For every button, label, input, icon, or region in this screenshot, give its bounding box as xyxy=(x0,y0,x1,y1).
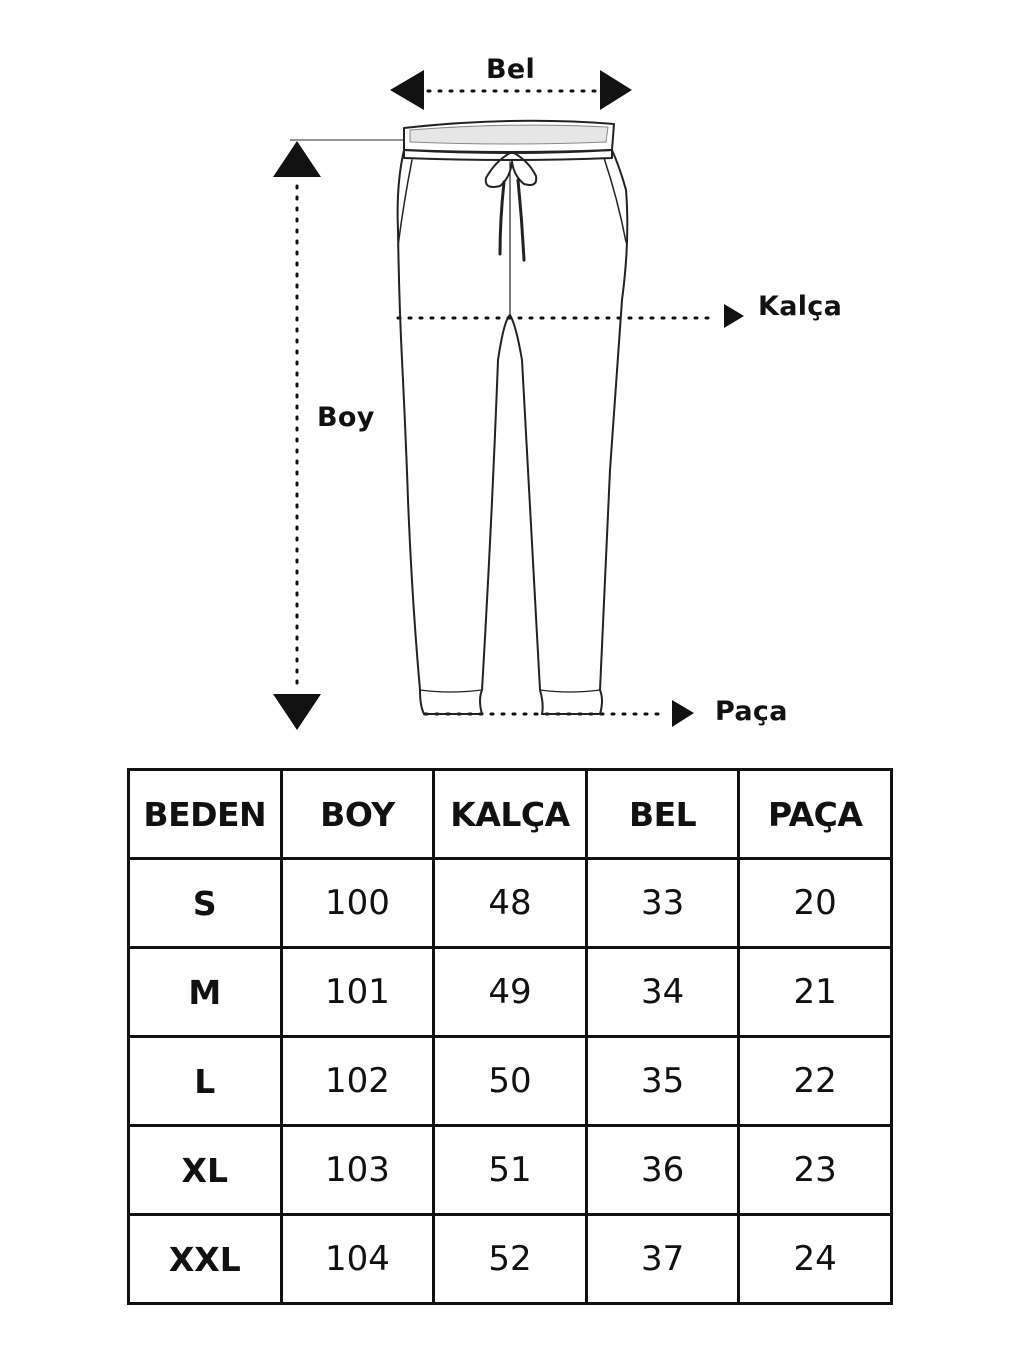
header-boy: BOY xyxy=(281,770,434,859)
cell-boy: 101 xyxy=(281,948,434,1037)
hem-label: Paça xyxy=(715,696,788,727)
cell-size: L xyxy=(129,1037,282,1126)
header-beden: BEDEN xyxy=(129,770,282,859)
table-row xyxy=(129,859,892,948)
cell-boy: 103 xyxy=(281,1126,434,1215)
cell-boy: 100 xyxy=(281,859,434,948)
waist-arrow-left-icon xyxy=(390,70,424,110)
size-table xyxy=(127,768,893,1305)
trousers-drawing xyxy=(398,121,628,714)
cell-bel: 35 xyxy=(586,1037,739,1126)
table-row xyxy=(129,1037,892,1126)
cell-kalca: 49 xyxy=(434,948,587,1037)
cell-kalca: 52 xyxy=(434,1215,587,1304)
cell-kalca: 50 xyxy=(434,1037,587,1126)
cell-size: S xyxy=(129,859,282,948)
cell-paca: 20 xyxy=(739,859,892,948)
cell-boy: 104 xyxy=(281,1215,434,1304)
cell-kalca: 48 xyxy=(434,859,587,948)
hem-arrow-right-icon xyxy=(672,700,694,727)
table-header-row xyxy=(129,770,892,859)
waist-arrow-right-icon xyxy=(600,70,632,110)
table-row xyxy=(129,1215,892,1304)
cell-paca: 23 xyxy=(739,1126,892,1215)
cell-size: M xyxy=(129,948,282,1037)
cell-bel: 33 xyxy=(586,859,739,948)
header-bel: BEL xyxy=(586,770,739,859)
cell-kalca: 51 xyxy=(434,1126,587,1215)
length-label: Boy xyxy=(317,402,375,433)
cell-paca: 22 xyxy=(739,1037,892,1126)
header-paca: PAÇA xyxy=(739,770,892,859)
table-row xyxy=(129,948,892,1037)
hip-arrow-right-icon xyxy=(724,304,744,328)
cell-boy: 102 xyxy=(281,1037,434,1126)
header-kalca: KALÇA xyxy=(434,770,587,859)
length-measure-line xyxy=(273,140,410,730)
cell-paca: 21 xyxy=(739,948,892,1037)
cell-bel: 34 xyxy=(586,948,739,1037)
cell-size: XL xyxy=(129,1126,282,1215)
hip-measure-line xyxy=(398,304,744,328)
length-arrow-down-icon xyxy=(273,694,321,730)
hip-label: Kalça xyxy=(758,291,843,322)
length-arrow-up-icon xyxy=(273,141,321,177)
cell-bel: 37 xyxy=(586,1215,739,1304)
table-row xyxy=(129,1126,892,1215)
cell-bel: 36 xyxy=(586,1126,739,1215)
waist-label: Bel xyxy=(486,54,536,85)
cell-paca: 24 xyxy=(739,1215,892,1304)
cell-size: XXL xyxy=(129,1215,282,1304)
